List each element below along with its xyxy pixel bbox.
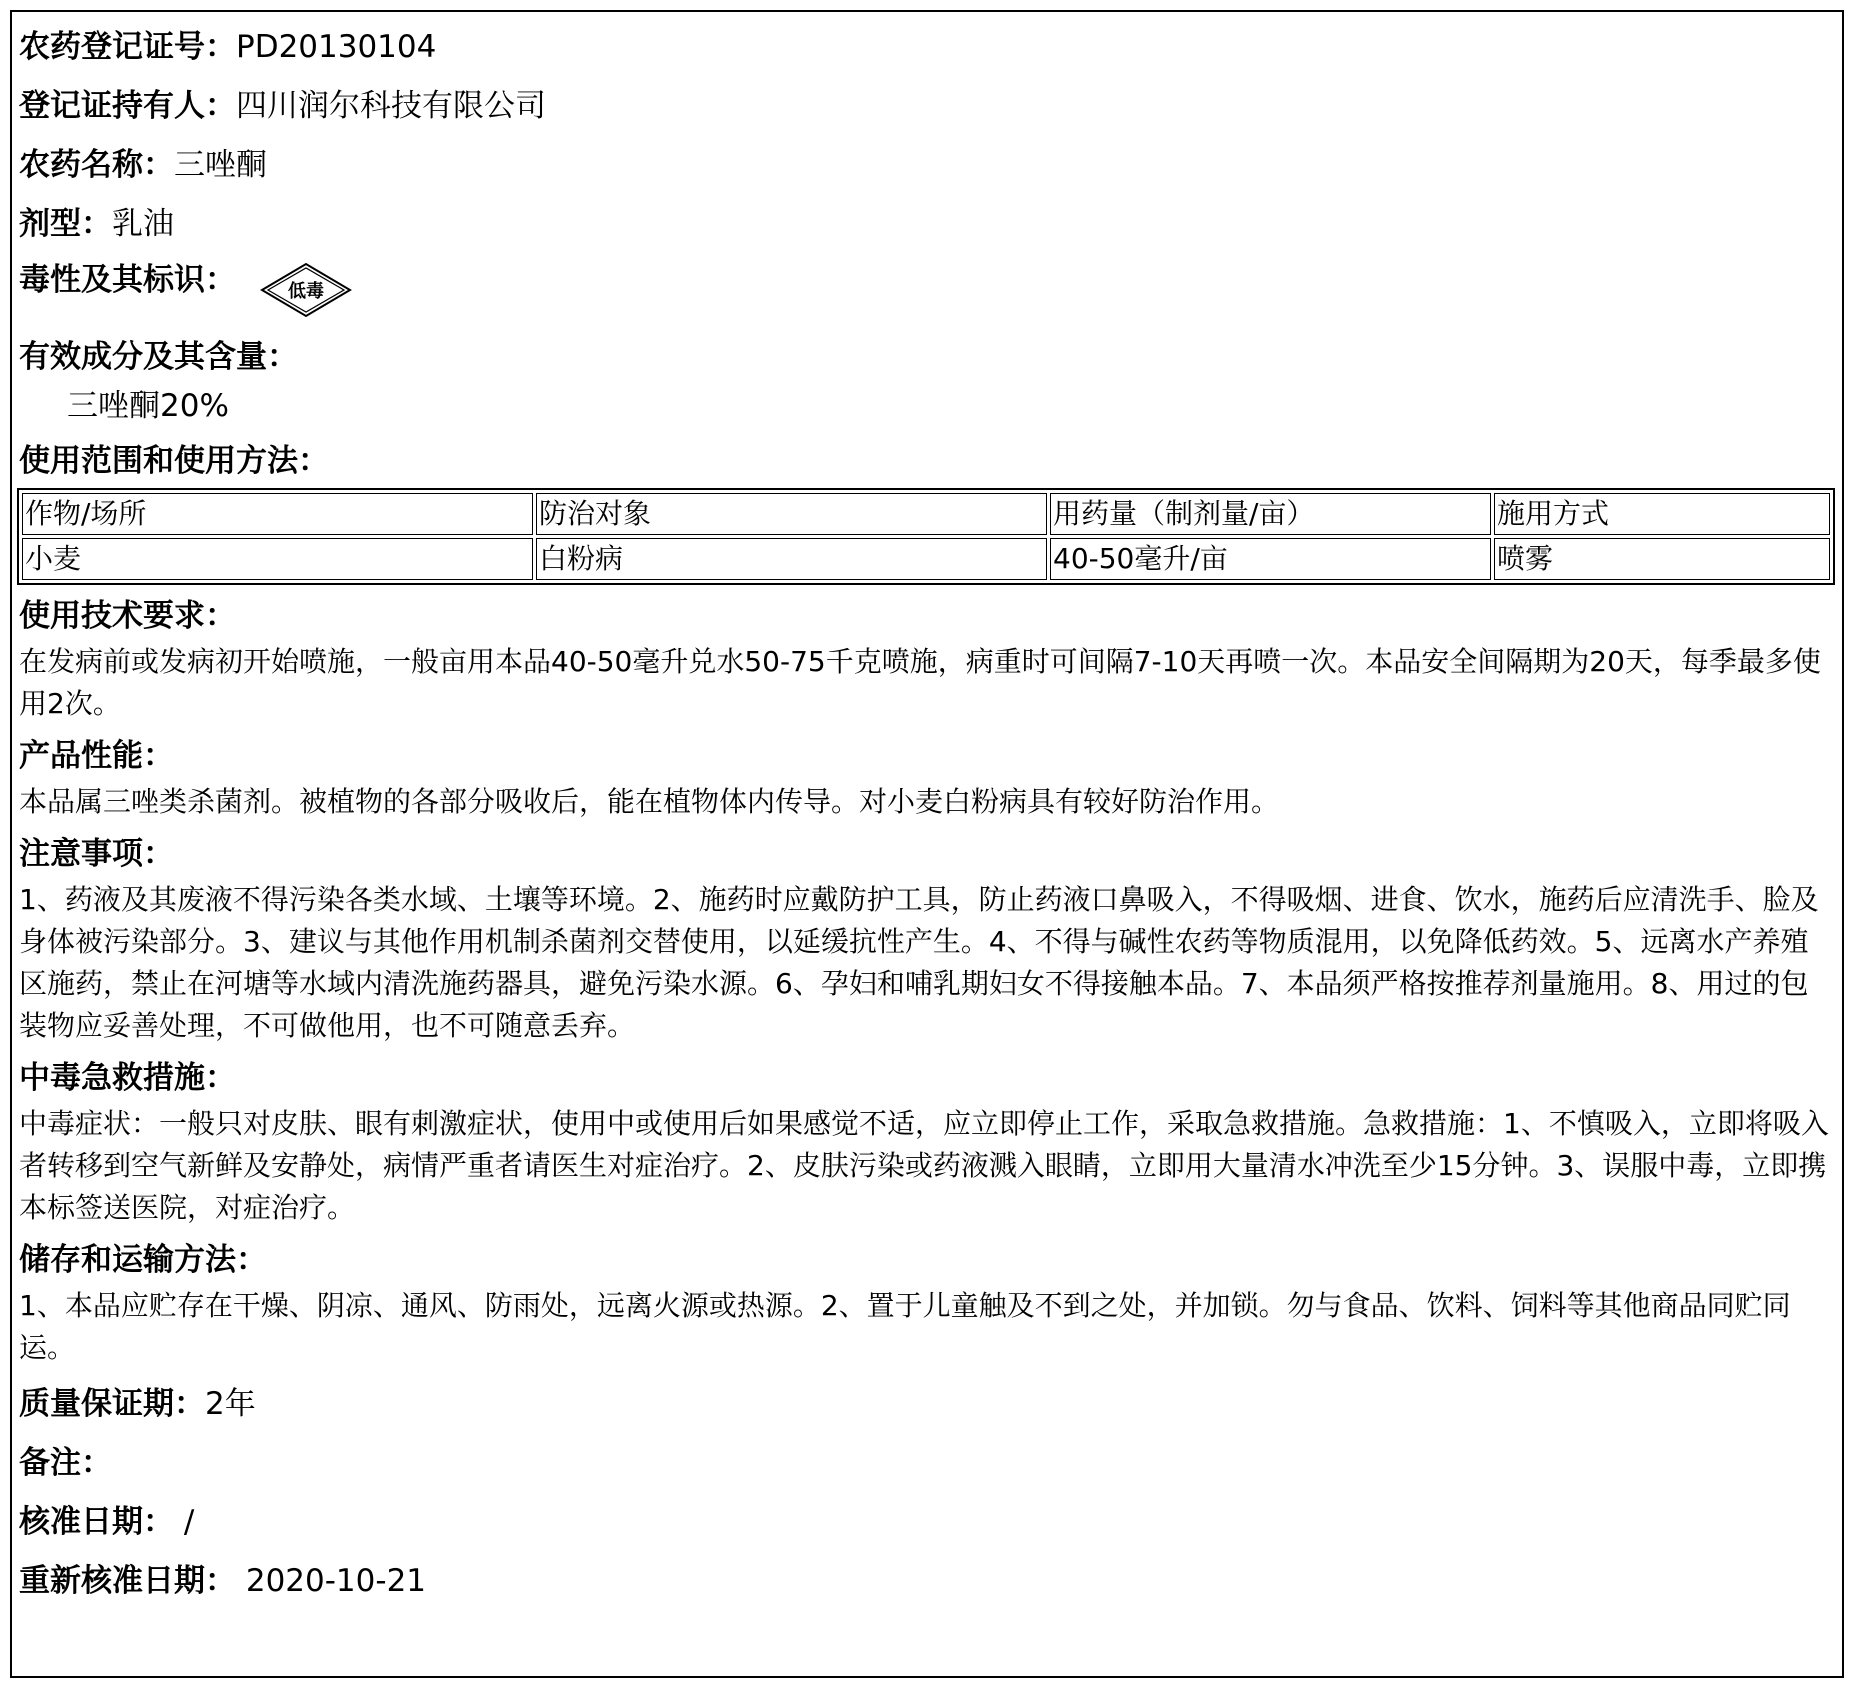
- registration-number-value: PD20130104: [236, 29, 437, 65]
- usage-cell-target: 白粉病: [536, 538, 1047, 580]
- usage-header-method: 施用方式: [1494, 493, 1830, 535]
- table-row: [22, 538, 1830, 580]
- ingredient-label: 有效成分及其含量：: [19, 339, 298, 375]
- shelf-life-label: 质量保证期：: [19, 1386, 205, 1422]
- approval-date-row: [19, 1493, 1835, 1552]
- usage-cell-method: 喷雾: [1494, 538, 1830, 580]
- formulation-row: [19, 195, 1835, 254]
- pesticide-name-row: [19, 136, 1835, 195]
- usage-cell-crop: 小麦: [22, 538, 533, 580]
- remarks-label: 备注：: [19, 1445, 112, 1481]
- reapproval-date-row: [19, 1552, 1835, 1611]
- toxicity-label: 毒性及其标识：: [19, 262, 236, 298]
- formulation-label: 剂型：: [19, 206, 112, 242]
- tech-requirements-label: 使用技术要求：: [19, 598, 236, 634]
- first-aid-text: 中毒症状：一般只对皮肤、眼有刺激症状，使用中或使用后如果感觉不适，应立即停止工作，采取急救措施。急救措施：1、不慎吸入，立即将吸入者转移到空气新鲜及安静处，病情严重者请医生对症治疗。2、皮肤污染或药液溅入眼睛，立即用大量清水冲洗至少15分钟。3、误服中毒，立即携本标签送医院，对症治疗。: [19, 1107, 1829, 1224]
- holder-label: 登记证持有人：: [19, 88, 236, 124]
- reapproval-date-value: 2020-10-21: [236, 1563, 427, 1599]
- performance-label: 产品性能：: [19, 738, 174, 774]
- pesticide-name-label: 农药名称：: [19, 147, 174, 183]
- storage-label: 储存和运输方法：: [19, 1242, 267, 1278]
- precautions-text: 1、药液及其废液不得污染各类水域、土壤等环境。2、施药时应戴防护工具，防止药液口鼻吸入，不得吸烟、进食、饮水，施药后应清洗手、脸及身体被污染部分。3、建议与其他作用机制杀菌剂交替使用，以延缓抗性产生。4、不得与碱性农药等物质混用，以免降低药效。5、远离水产养殖区施药，禁止在河塘等水域内清洗施药器具，避免污染水源。6、孕妇和哺乳期妇女不得接触本品。7、本品须严格按推荐剂量施用。8、用过的包装物应妥善处理，不可做他用，也不可随意丢弃。: [19, 883, 1819, 1042]
- usage-header-target: 防治对象: [536, 493, 1047, 535]
- registration-number-row: [19, 18, 1835, 77]
- ingredient-value: 三唑酮20%: [67, 388, 229, 424]
- low-toxicity-diamond-icon: [258, 260, 354, 339]
- toxicity-row: [19, 254, 1835, 332]
- toxicity-badge-text: 低毒: [288, 281, 324, 302]
- performance-text: 本品属三唑类杀菌剂。被植物的各部分吸收后，能在植物体内传导。对小麦白粉病具有较好防治作用。: [19, 785, 1280, 818]
- precautions-label: 注意事项：: [19, 836, 174, 872]
- storage-text: 1、本品应贮存在干燥、阴凉、通风、防雨处，远离火源或热源。2、置于儿童触及不到之处，并加锁。勿与食品、饮料、饲料等其他商品同贮同运。: [19, 1289, 1791, 1364]
- shelf-life-value: 2年: [205, 1386, 256, 1422]
- shelf-life-row: [19, 1375, 1835, 1434]
- approval-date-value: /: [174, 1504, 195, 1540]
- label-document: [10, 10, 1844, 1678]
- usage-label: 使用范围和使用方法：: [19, 443, 329, 479]
- usage-table: [17, 488, 1835, 585]
- reapproval-date-label: 重新核准日期：: [19, 1563, 236, 1599]
- tech-requirements-text: 在发病前或发病初开始喷施，一般亩用本品40-50毫升兑水50-75千克喷施，病重时可间隔7-10天再喷一次。本品安全间隔期为20天，每季最多使用2次。: [19, 645, 1821, 720]
- usage-table-header-row: [22, 493, 1830, 535]
- formulation-value: 乳油: [112, 206, 174, 242]
- usage-header-dosage: 用药量（制剂量/亩）: [1050, 493, 1491, 535]
- pesticide-name-value: 三唑酮: [174, 147, 267, 183]
- usage-header-crop: 作物/场所: [22, 493, 533, 535]
- holder-row: [19, 77, 1835, 136]
- holder-value: 四川润尔科技有限公司: [236, 88, 546, 124]
- registration-number-label: 农药登记证号：: [19, 29, 236, 65]
- first-aid-label: 中毒急救措施：: [19, 1060, 236, 1096]
- document-content: [19, 18, 1835, 1611]
- remarks-row: [19, 1434, 1835, 1493]
- usage-cell-dosage: 40-50毫升/亩: [1050, 538, 1491, 580]
- approval-date-label: 核准日期：: [19, 1504, 174, 1540]
